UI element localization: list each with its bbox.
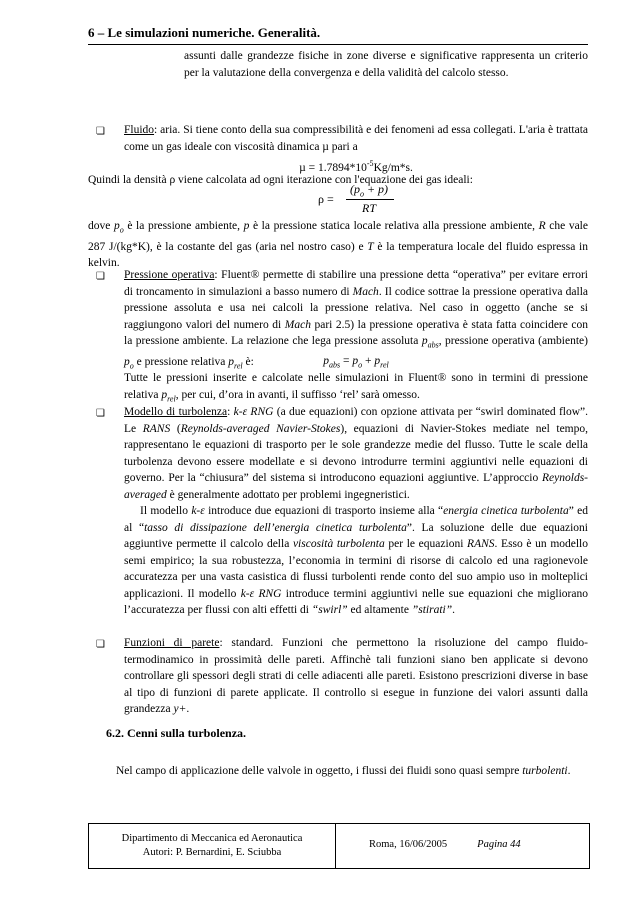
fluido-paragraph (124, 122, 588, 155)
turbolenza-label: Modello di turbolenza (124, 406, 228, 418)
pressione-label: Pressione operativa (124, 269, 215, 281)
footer-authors: Autori: P. Bernardini, E. Sciubba (142, 847, 282, 858)
checkbox-bullet-icon (96, 127, 106, 137)
fraction-bar (346, 199, 394, 200)
header-rule (88, 44, 588, 45)
footer-meta (369, 839, 521, 850)
checkbox-bullet-icon (96, 640, 106, 650)
footer-date: Roma, 16/06/2005 (369, 839, 448, 850)
pressure-note: Tutte le pressioni inserite e calcolate nelle simulazioni in Fluent® sono in termini di pressione relativa $p_{rel}$, per cui, d’ora in avanti, il suffisso ‘rel’ sarà omesso. (124, 372, 588, 403)
viscosity-formula: $\mu = 1.7894*10^{-5}Kg/m*s$. (299, 159, 413, 174)
parete-paragraph: Funzioni di parete: standard. Funzioni che permettono la risoluzione del campo fluido-termodinamico in prossimità delle pareti. Affinchè tali funzioni siano ben applicate si devono controllare gli spessori degli strati di celle adiacenti alle pareti. Esistono prescrizioni diverse in base al tipo di funzioni di parete applicate. Il controllo si esegue in funzione dei valori assunti dalla grandezza y+. (124, 637, 588, 715)
turbolenza-paragraph: Modello di turbolenza: k-ε RNG (a due equazioni) con opzione attivata per “swirl dominated flow”. Le RANS (Reynolds-averaged Navier-Stokes), equazioni di Navier-Stokes mediate nel tempo, rappresentano le equazioni di trasporto per le sole grandezze medie del flusso. Tutte le scale della turbolenza devono essere modellate e si devono introdurre termini aggiuntivi nelle equazioni di governo. Per la “chiusura” del sistema si introducono equazioni aggiuntive. L’approccio Reynolds-averaged è generalmente adottato per problemi ingegneristici. (124, 406, 589, 501)
checkbox-bullet-icon (96, 409, 106, 419)
pressure-formula: $p_{abs} = p_o + p_{rel}$ (323, 355, 389, 370)
footer-department: Dipartimento di Meccanica ed Aeronautica (121, 833, 303, 844)
density-intro: Quindi la densità ρ viene calcolata ad ogni iterazione con l'equazione dei gas ideali: (88, 174, 473, 186)
footer-page-number: Pagina 44 (477, 839, 521, 850)
parete-label: Funzioni di parete (124, 637, 220, 649)
pressione-paragraph: Pressione operativa: Fluent® permette di stabilire una pressione detta “operativa” per evitare errori di troncamento in simulazioni a basso numero di Mach. Il codice sottrae la pressione operativa dalla pressione assoluta e usa nei calcoli la pressione relativa. Nel caso in oggetto (anche se si raggiungono valori del numero di Mach pari 2.5) la pressione operativa è stata fatta coincidere con la pressione ambiente. La relazione che lega pressione assoluta $p_{abs}$, pressione operativa (ambiente) $p_o$ e pressione relativa $p_{rel}$ è: (124, 269, 589, 371)
section-heading: 6.2. Cenni sulla turbolenza. (106, 726, 247, 740)
closing-paragraph: Nel campo di applicazione delle valvole in oggetto, i flussi dei fluidi sono quasi sempre turbolenti. (116, 765, 571, 777)
fluido-text: : aria. Si tiene conto della sua compressibilità e dei fenomeni ad essa collegati. L'aria è trattata come un gas ideale con viscosità dinamica µ pari a (124, 124, 588, 153)
page-footer (88, 823, 590, 869)
turbolenza-paragraph-2: Il modello k-ε introduce due equazioni di trasporto insieme alla “energia cinetica turbolenta” ed al “tasso di dissipazione dell’energia cinetica turbolenta”. La soluzione delle due equazioni aggiuntive permette il calcolo della viscosità turbolenta per le equazioni RANS. Esso è un modello semi empirico; la sua robustezza, l’economia in termini di risorse di calcolo ed una ragionevole accuratezza per una vasta casistica di flussi turbolenti rende conto del suo ampio uso in molteplici applicazioni. Il modello k-ε RNG introduce termini aggiuntivi nelle sue equazioni che migliorano l’accuratezza per flussi con alti effetti di “swirl” ed altamente ”stirati”. (124, 505, 589, 616)
density-description: dove $p_o$ è la pressione ambiente, p è la pressione statica locale relativa alla pressione ambiente, R che vale 287 J/(kg*K), è la costante del gas (aria nel nostro caso) e T è la temperatura locale del fluido espressa in kelvin. (88, 220, 588, 270)
density-formula: ρ = $(p_o + p)$ RT (318, 182, 408, 218)
checkbox-bullet-icon (96, 272, 106, 282)
intro-continuation: assunti dalle grandezze fisiche in zone diverse e significative rappresenta un criterio per la valutazione della convergenza e della validità del calcolo stesso. (184, 50, 588, 79)
fluido-label: Fluido (124, 124, 155, 136)
footer-credits (89, 824, 336, 868)
page-header-title: 6 – Le simulazioni numeriche. Generalità. (88, 25, 321, 40)
